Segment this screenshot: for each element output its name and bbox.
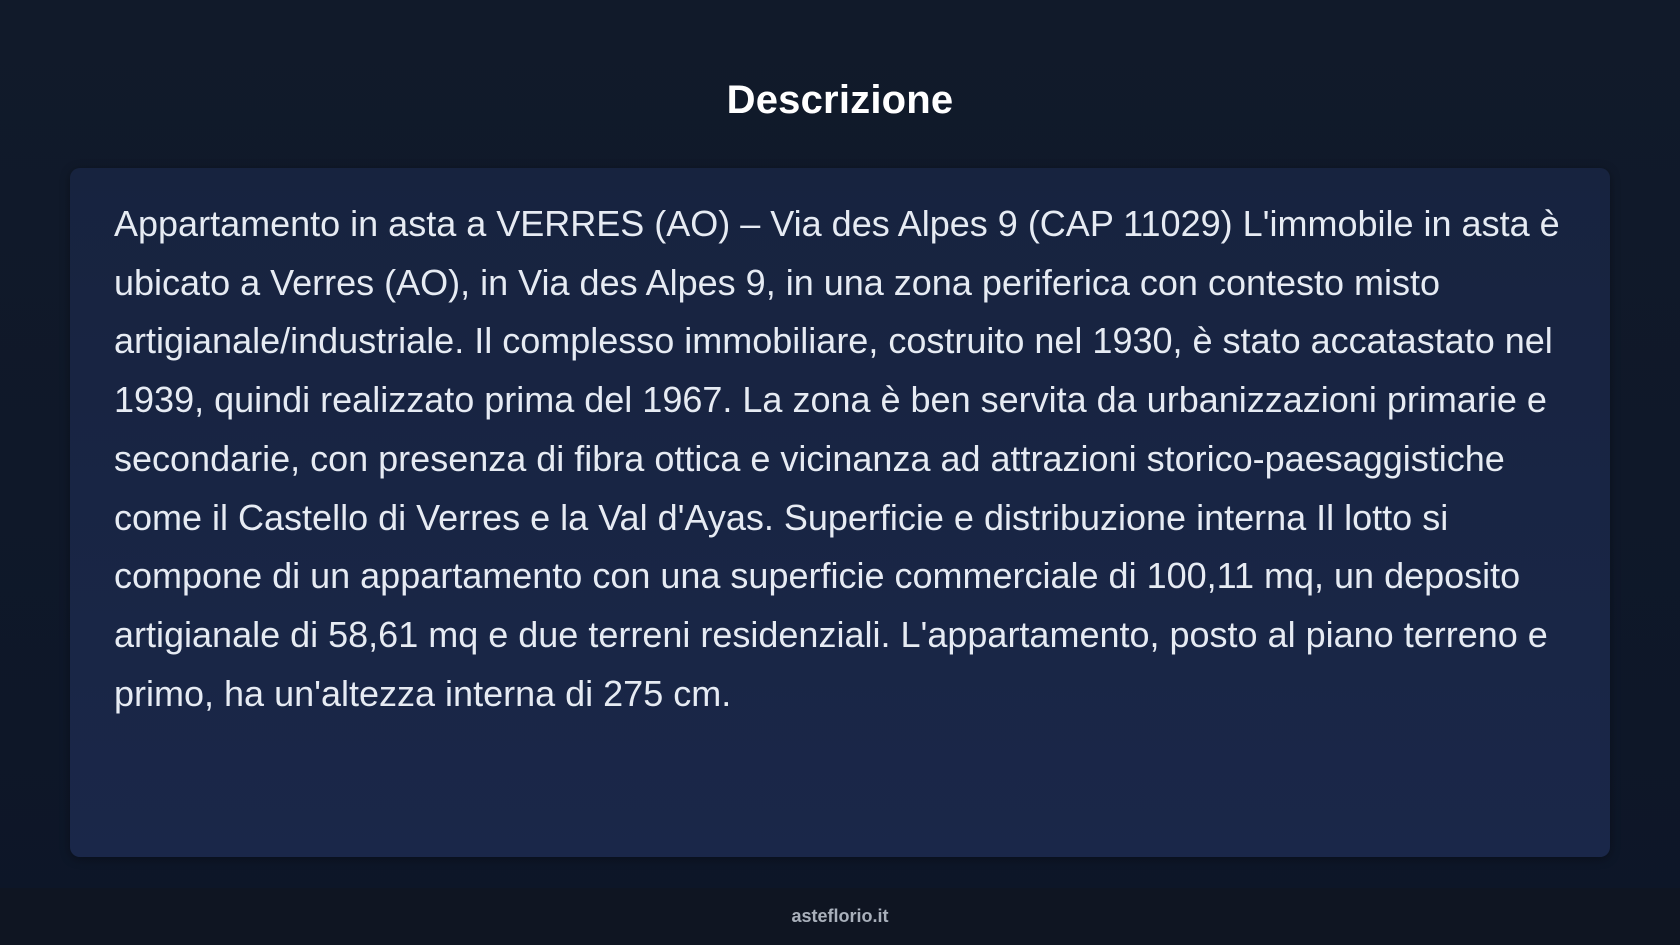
footer xyxy=(0,888,1680,945)
page-title: Descrizione xyxy=(726,78,954,122)
description-card xyxy=(70,168,1610,857)
description-text: Appartamento in asta a VERRES (AO) – Via des Alpes 9 (CAP 11029) L'immobile in asta è ubicato a Verres (AO), in Via des Alpes 9, in una zona periferica con contesto misto artigianale/industriale. Il complesso immobiliare, costruito nel 1930, è stato accatastato nel 1939, quindi realizzato prima del 1967. La zona è ben servita da urbanizzazioni primarie e secondarie, con presenza di fibra ottica e vicinanza ad attrazioni storico-paesaggistiche come il Castello di Verres e la Val d'Ayas. Superficie e distribuzione interna Il lotto si compone di un appartamento con una superficie commerciale di 100,11 mq, un deposito artigianale di 58,61 mq e due terreni residenziali. L'appartamento, posto al piano terreno e primo, ha un'altezza interna di 275 cm. xyxy=(114,203,1560,714)
footer-site-name: asteflorio.it xyxy=(791,906,889,926)
